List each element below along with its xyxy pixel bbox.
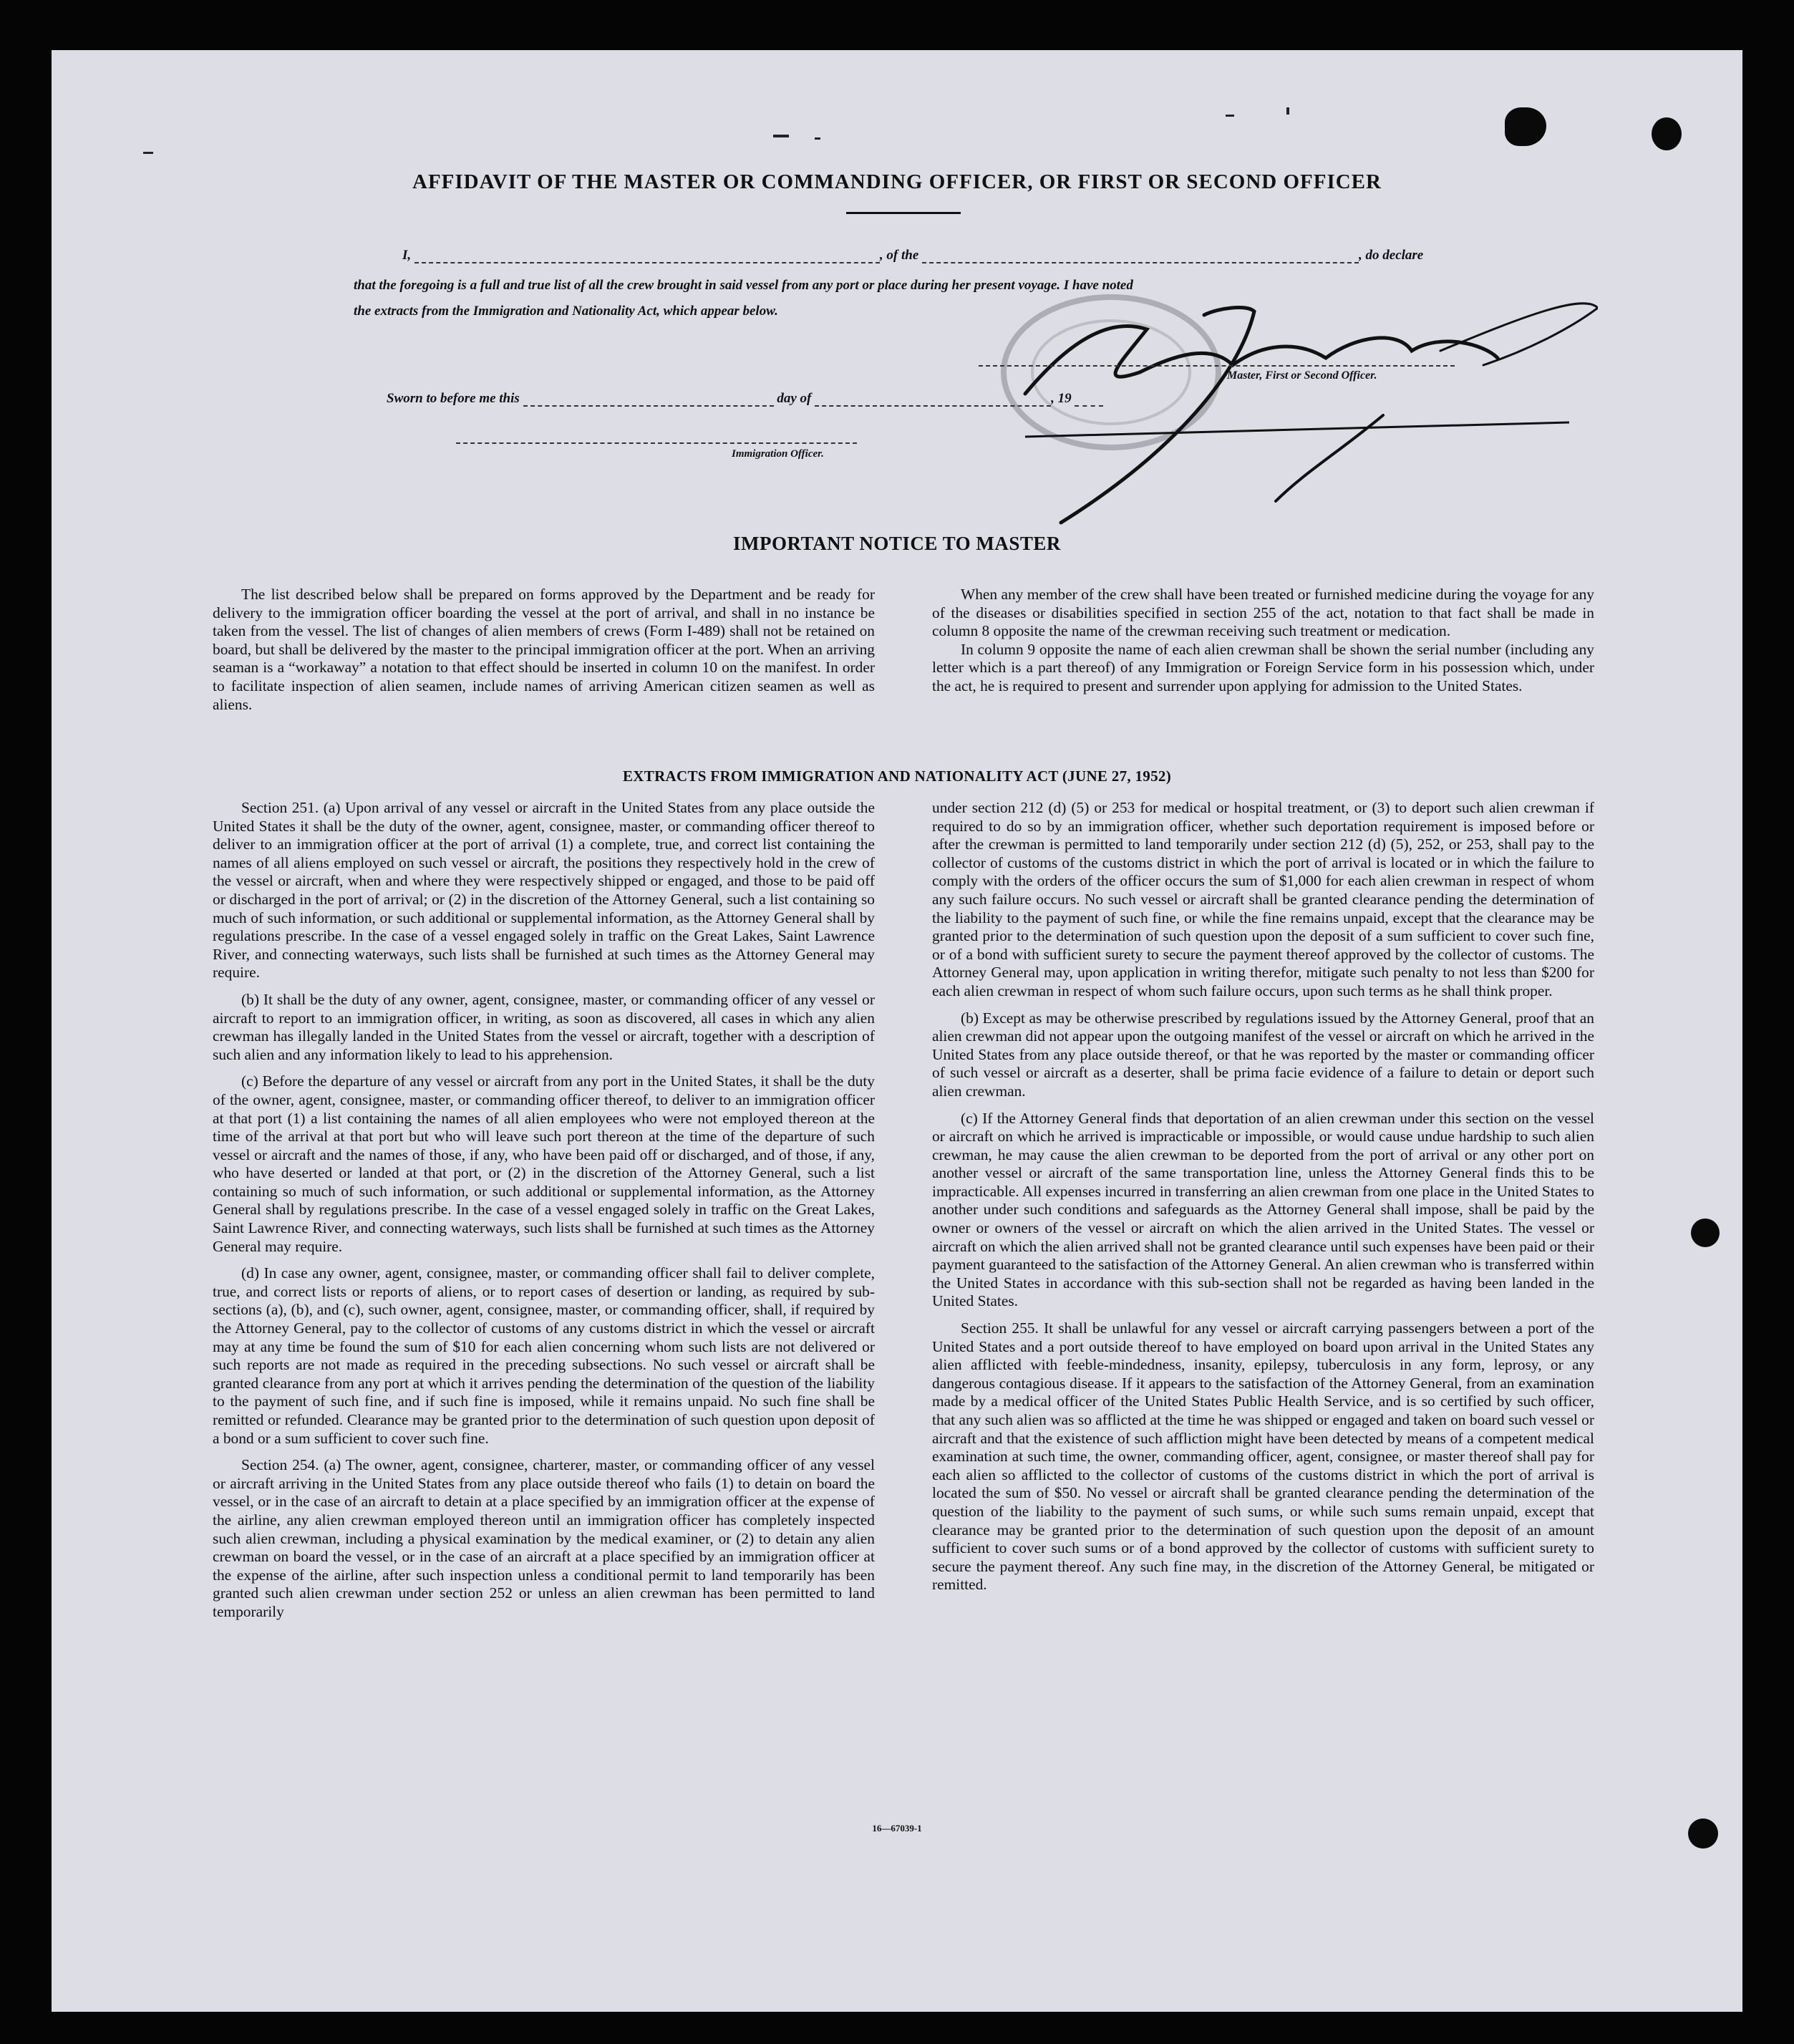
officer-signature-line xyxy=(456,442,857,444)
day-of-label: day of xyxy=(777,391,812,406)
vessel-blank[interactable] xyxy=(922,249,1359,263)
sworn-month-blank[interactable] xyxy=(815,392,1051,407)
section-paragraph: under section 212 (d) (5) or 253 for medical or hospital treatment, or (3) to deport such alien crewman if required to do so by an immigration officer, whether such deportation requirement is imposed before or after the crewman is permitted to land temporarily under section 212 (d) (5), 252, or 253, shall pay to the collector of customs of the customs district in which the port of arrival is located or in which the failure to comply with the orders of the officer occurs the sum of $1,000 for each alien crewman in respect of whom any such failure occurs. No such vessel or aircraft shall be granted clearance pending the determination of the liability to the payment of such fine, or while the fine remains unpaid, except that the clearance may be granted prior to the determination of such question upon the deposit of a sum sufficient to cover such fine, or of a bond with sufficient surety to secure the payment thereof approved by the collector of customs. The Attorney General may, upon application in writing therefor, mitigate such penalty to not less than $200 for each alien crewman in respect of whom such failure occurs, upon such terms as he shall think proper. xyxy=(932,799,1594,999)
section-paragraph: Section 254. (a) The owner, agent, consignee, charterer, master, or commanding officer of any vessel or aircraft arriving in the United States from any place outside thereof who fails (1) to detain on board the vessel, or in the case of an aircraft to detain at a place specified by an immigration officer at the expense of the airline, any alien crewman employed thereon until an immigration officer has completely inspected such alien crewman, including a physical examination by the medical examiner, or (2) to detain any alien crewman on board the vessel, or in the case of an aircraft at a place specified by an immigration officer at the expense of the airline, after such inspection unless a conditional permit to land temporarily has been granted such alien crewman under section 252 or unless an alien crewman has been permitted to land temporarily xyxy=(213,1456,875,1620)
statement-line-2: the extracts from the Immigration and Nationality Act, which appear below. xyxy=(354,304,778,319)
title-rule xyxy=(846,212,961,214)
section-paragraph: (b) Except as may be otherwise prescribed by regulations issued by the Attorney General, proof that an alien crewman did not appear upon the outgoing manifest of the vessel or aircraft on which he arrived in the United States from any place outside thereof, or that he was reported by the master or commanding officer of such vessel or aircraft as a deserter, shall be prima facie evidence of a failure to detain or deport such alien crewman. xyxy=(932,1009,1594,1100)
signature-stamp-graphic xyxy=(939,286,1598,544)
notice-left-column xyxy=(213,586,875,714)
notice-right-column xyxy=(932,586,1594,696)
section-paragraph: (c) Before the departure of any vessel or aircraft from any port in the United States, it shall be the duty of the owner, agent, consignee, master, or commanding officer thereof, to deliver to an immigration officer at that port (1) a list containing the names of all alien employees who were not employed thereon at the time of the arrival at that port but who will leave such port thereon at the time of the departure of such vessel or aircraft and the names of those, if any, who have been paid off or discharged, and of those, if any, who have deserted or landed at that port, or (2) in the discretion of the Attorney General, such a list containing so much of such information, or such additional or supplemental information, as the Attorney General shall by regulations prescribe. In the case of a vessel engaged solely in traffic on the Great Lakes, Saint Lawrence River, and connecting waterways, such lists shall be furnished at such times as the Attorney General may require. xyxy=(213,1072,875,1255)
punch-hole xyxy=(1691,1219,1720,1247)
sworn-label: Sworn to before me this xyxy=(387,391,520,406)
notice-paragraph: In column 9 opposite the name of each alien crewman shall be shown the serial number (including any letter which is a part thereof) of any Immigration or Foreign Service form in his possession which, under the act, he is required to present and surrender upon applying for admission to the United States. xyxy=(932,640,1594,694)
extracts-title: EXTRACTS FROM IMMIGRATION AND NATIONALITY ACT (JUNE 27, 1952) xyxy=(623,767,1171,785)
sworn-day-blank[interactable] xyxy=(523,392,774,407)
i-label: I, xyxy=(402,248,412,263)
section-paragraph: Section 251. (a) Upon arrival of any vessel or aircraft in the United States from any place outside the United States it shall be the duty of the owner, agent, consignee, master, or commanding officer thereof to deliver to an immigration officer at the port of arrival (1) a complete, true, and correct list containing the names of all aliens employed on such vessel or aircraft, the positions they respectively hold in the crew of the vessel or aircraft, when and where they were respectively shipped or engaged, and those to be paid off or discharged in the port of arrival; or (2) in the discretion of the Attorney General, such a list containing so much of such information, or such additional or supplemental information, as the Attorney General shall by regulations prescribe. In the case of a vessel engaged solely in traffic on the Great Lakes, Saint Lawrence River, and connecting waterways, such lists shall be furnished at such times as the Attorney General may require. xyxy=(213,799,875,982)
declaration-line xyxy=(402,248,1423,263)
section-paragraph: (d) In case any owner, agent, consignee, master, or commanding officer shall fail to deliver complete, true, and correct lists or reports of aliens, or to report cases of desertion or landing, as required by sub-sections (a), (b), and (c), such owner, agent, consignee, master, or commanding officer, shall, if required by the Attorney General, pay to the collector of customs of any customs district in which the vessel or aircraft may at any time be found the sum of $10 for each alien concerning whom such lists are not delivered or such reports are not made as required in the preceding subsections. No such vessel or aircraft shall be granted clearance from any port at which it arrives pending the determination of the question of the liability to the payment of such fine, and if such fine is imposed, while it remains unpaid. No such fine shall be remitted or refunded. Clearance may be granted prior to the determination of such question upon deposit of a bond or a sum sufficient to cover such fine. xyxy=(213,1264,875,1447)
master-signature-line xyxy=(979,365,1455,367)
scan-speck xyxy=(1286,107,1289,115)
punch-hole xyxy=(1652,117,1682,150)
sworn-line xyxy=(387,391,1103,407)
extracts-left-column xyxy=(213,799,875,1622)
document-page xyxy=(52,50,1742,2012)
section-paragraph: (b) It shall be the duty of any owner, agent, consignee, master, or commanding officer of any vessel or aircraft to report to an immigration officer, in writing, as soon as discovered, all cases in which any alien crewman has illegally landed in the United States from the vessel or aircraft, together with a description of such alien and any information likely to lead to his apprehension. xyxy=(213,990,875,1063)
extracts-right-column xyxy=(932,799,1594,1594)
of-the-label: , of the xyxy=(879,248,919,263)
handwritten-signature xyxy=(1025,326,1498,394)
sworn-year-blank[interactable] xyxy=(1075,392,1103,407)
form-code: 16—67039-1 xyxy=(872,1823,922,1834)
year-label: , 19 xyxy=(1051,391,1072,406)
master-label: Master, First or Second Officer. xyxy=(1227,369,1377,382)
scan-speck xyxy=(815,137,820,140)
punch-hole xyxy=(1505,107,1546,146)
notice-title: IMPORTANT NOTICE TO MASTER xyxy=(733,533,1061,554)
scan-speck xyxy=(773,135,789,137)
affidavit-title: AFFIDAVIT OF THE MASTER OR COMMANDING OFFICER, OR FIRST OR SECOND OFFICER xyxy=(412,170,1382,193)
do-declare-label: , do declare xyxy=(1359,248,1424,263)
official-stamp-inner xyxy=(1032,321,1190,424)
scan-speck xyxy=(143,152,153,154)
signature-tail xyxy=(1440,304,1598,365)
name-blank[interactable] xyxy=(414,249,880,263)
officer-label: Immigration Officer. xyxy=(732,448,824,460)
section-paragraph: (c) If the Attorney General finds that deportation of an alien crewman under this section on the vessel or aircraft on which he arrived is impracticable or impossible, or would cause undue hardship to such alien crewman, he may cause the alien crewman to be deported from the port of arrival or any other port on another vessel or aircraft of the same transportation line, unless the Attorney General finds this to be impracticable. All expenses incurred in transferring an alien crewman from one place in the United States to another under such conditions and safeguards as the Attorney General shall impose, shall be paid by the owner or owners of the vessel or aircraft on which the alien arrived in the United States. The vessel or aircraft on which the alien arrived shall not be granted clearance until such expenses have been paid or their payment guaranteed to the satisfaction of the Attorney General. An alien crewman who is transferred within the United States in accordance with this sub-section shall not be regarded as having been landed in the United States. xyxy=(932,1109,1594,1310)
section-paragraph: Section 255. It shall be unlawful for any vessel or aircraft carrying passengers between a port of the United States and a port outside thereof to have employed on board upon arrival in the United States any alien afflicted with feeble-mindedness, insanity, epilepsy, tuberculosis in any form, leprosy, or any dangerous contagious disease. If it appears to the satisfaction of the Attorney General, from an examination made by a medical officer of the United States Public Health Service, and is so certified by such officer, that any such alien was so afflicted at the time he was shipped or engaged and taken on board such vessel or aircraft and that the existence of such affliction might have been detected by means of a competent medical examination at such time, the owner, commanding officer, agent, consignee, or master thereof shall pay for each alien so afflicted to the collector of customs of the customs district in which the port of arrival is located the sum of $50. No vessel or aircraft shall be granted clearance pending the determination of the question of the liability to the payment of such sums, or while such sums remain unpaid, except that clearance may be granted prior to the determination of such question upon the deposit of an amount sufficient to cover such sums or of a bond approved by the collector of customs with sufficient surety to secure the payment thereof. Any such fine may, in the discretion of the Attorney General, be mitigated or remitted. xyxy=(932,1319,1594,1594)
statement-line-1: that the foregoing is a full and true list of all the crew brought in said vessel from any port or place during her present voyage. I have noted xyxy=(354,278,1133,293)
scan-speck xyxy=(1226,115,1234,117)
notice-paragraph: The list described below shall be prepared on forms approved by the Department and be ready for delivery to the immigration officer boarding the vessel at the port of arrival, and shall in no instance be taken from the vessel. The list of changes of alien members of crews (Form I-489) shall not be retained on board, but shall be delivered by the master to the principal immigration officer at the port. When an arriving seaman is a “workaway” a notation to that effect should be inserted in column 10 on the manifest. In order to facilitate inspection of alien seamen, include names of arriving American citizen seamen as well as aliens. xyxy=(213,586,875,713)
notice-paragraph: When any member of the crew shall have been treated or furnished medicine during the voyage for any of the diseases or disabilities specified in section 255 of the act, notation to that fact shall be made in column 8 opposite the name of the crewman receiving such treatment or medication. xyxy=(932,586,1594,640)
